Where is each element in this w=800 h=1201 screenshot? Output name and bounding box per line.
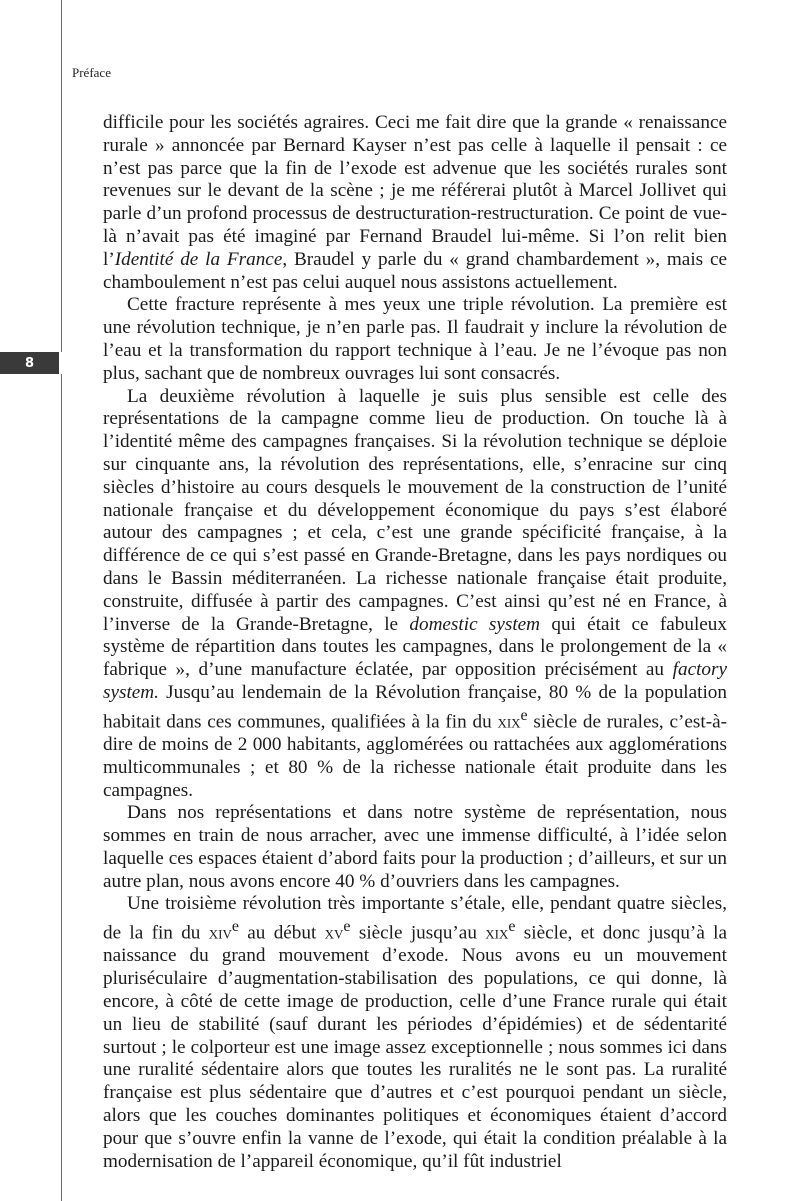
text-run: siècle jusqu’au <box>350 922 486 944</box>
text-run: Cette fracture représente à mes yeux une triple révolution. La première est une révolution technique, je n’en parle pas. Il faudrait y inclure la révolution de l’eau et la transformation du rapport technique à l’eau. Je ne l’évoque pas non plus, sachant que de nombreux ouvrages lui sont consacrés. <box>103 294 727 384</box>
italic-text: Identité de la France <box>114 248 283 270</box>
superscript: e <box>508 918 516 936</box>
small-caps-numeral: xix <box>485 922 509 944</box>
small-caps-numeral: xix <box>497 711 521 733</box>
text-run: au début <box>238 922 325 944</box>
margin-rule <box>61 0 62 1201</box>
text-run: qui était ce fabuleux système de répartition dans toutes les campagnes, dans le prolongement de la « fabrique », d’une manufacture éclatée, par opposition précisément au <box>103 613 727 681</box>
page-number-tab <box>0 352 62 374</box>
text-run: Jusqu’au lendemain de la Révolution française, 80 % de la population habitait dans ces communes, qualifiées à la fin du <box>103 681 727 733</box>
paragraph <box>103 802 727 893</box>
text-run: La deuxième révolution à laquelle je suis plus sensible est celle des représentations de la campagne comme lieu de production. On touche là à l’identité même des campagnes françaises. Si la révolution technique se déploie sur cinquante ans, la révolution des représentations, elle, s’enracine sur cinq siècles d’histoire au cours desquels le mouvement de la construction de l’unité nationale française et du développement économique du pays s’est élaboré autour des campagnes ; et cela, c’est une grande spécificité française, à la différence de ce qui s’est passé en Grande-Bretagne, dans les pays nordiques ou dans le Bassin méditerranéen. La richesse nationale française était produite, construite, diffusée à partir des campagnes. C’est ainsi qu’est né en France, à l’inverse de la Grande-Bretagne, le <box>103 385 727 635</box>
italic-text: factory system. <box>103 659 727 703</box>
text-run: difficile pour les sociétés agraires. Ceci me fait dire que la grande « renaissance rurale » annoncée par Bernard Kayser n’est pas celle à laquelle il pensait : ce n’est pas parce que la fin de l’exode est advenue que les sociétés rurales sont revenues sur le devant de la scène ; je me référerai plutôt à Marcel Jollivet qui parle d’un profond processus de destructuration-restructuration. Ce point de vue-là n’avait pas été imaginé par Fernand Braudel lui-même. Si l’on relit bien l’ <box>103 112 727 270</box>
paragraph <box>103 893 727 1173</box>
text-run: Dans nos représentations et dans notre système de représentation, nous sommes en train de nous arracher, avec une immense difficulté, à l’idée selon laquelle ces espaces étaient d’abord faits pour la production ; d’ailleurs, et sur un autre plan, nous avons encore 40 % d’ouvriers dans les campagnes. <box>103 802 727 892</box>
paragraph <box>103 294 727 385</box>
page-number: 8 <box>24 355 35 371</box>
running-head: Préface <box>72 65 111 80</box>
text-run: Une troisième révolution très importante s’étale, elle, pendant quatre siècles, de la fin du <box>103 893 727 944</box>
paragraph <box>103 112 727 294</box>
italic-text: domestic system <box>409 613 541 635</box>
small-caps-numeral: xiv <box>208 922 232 944</box>
text-run: , Braudel y parle du « grand chambardement », mais ce chamboulement n’est pas celui auquel nous assistons actuellement. <box>103 248 727 293</box>
small-caps-numeral: xv <box>324 922 344 944</box>
superscript: e <box>520 706 528 724</box>
superscript: e <box>231 918 239 936</box>
superscript: e <box>343 918 351 936</box>
text-run: siècle de rurales, c’est-à-dire de moins de 2 000 habitants, agglomérées ou rattachées aux agglomérations multicommunales ; et 80 % de la richesse nationale était produite dans les campagnes. <box>103 711 727 801</box>
text-run: siècle, et donc jusqu’à la naissance du grand mouvement d’exode. Nous avons eu un mouvement pluriséculaire d’augmentation-stabilisation des populations, ce qui donne, là encore, à côté de cette image de production, celle d’une France rurale qui était un lieu de stabilité (sauf durant les périodes d’épidémies) et de sédentarité surtout ; le colporteur est une image assez exceptionnelle ; nous sommes ici dans une ruralité sédentaire alors que toutes les ruralités ne le sont pas. La ruralité française est plus sédentaire que d’autres et c’est pourquoi pendant un siècle, alors que les couches dominantes politiques et économiques étaient d’accord pour que s’ouvre enfin la vanne de l’exode, qui était la condition préalable à la modernisation de l’appareil économique, qu’il fût industriel <box>103 922 727 1172</box>
body-text <box>103 112 727 1173</box>
paragraph <box>103 386 727 803</box>
